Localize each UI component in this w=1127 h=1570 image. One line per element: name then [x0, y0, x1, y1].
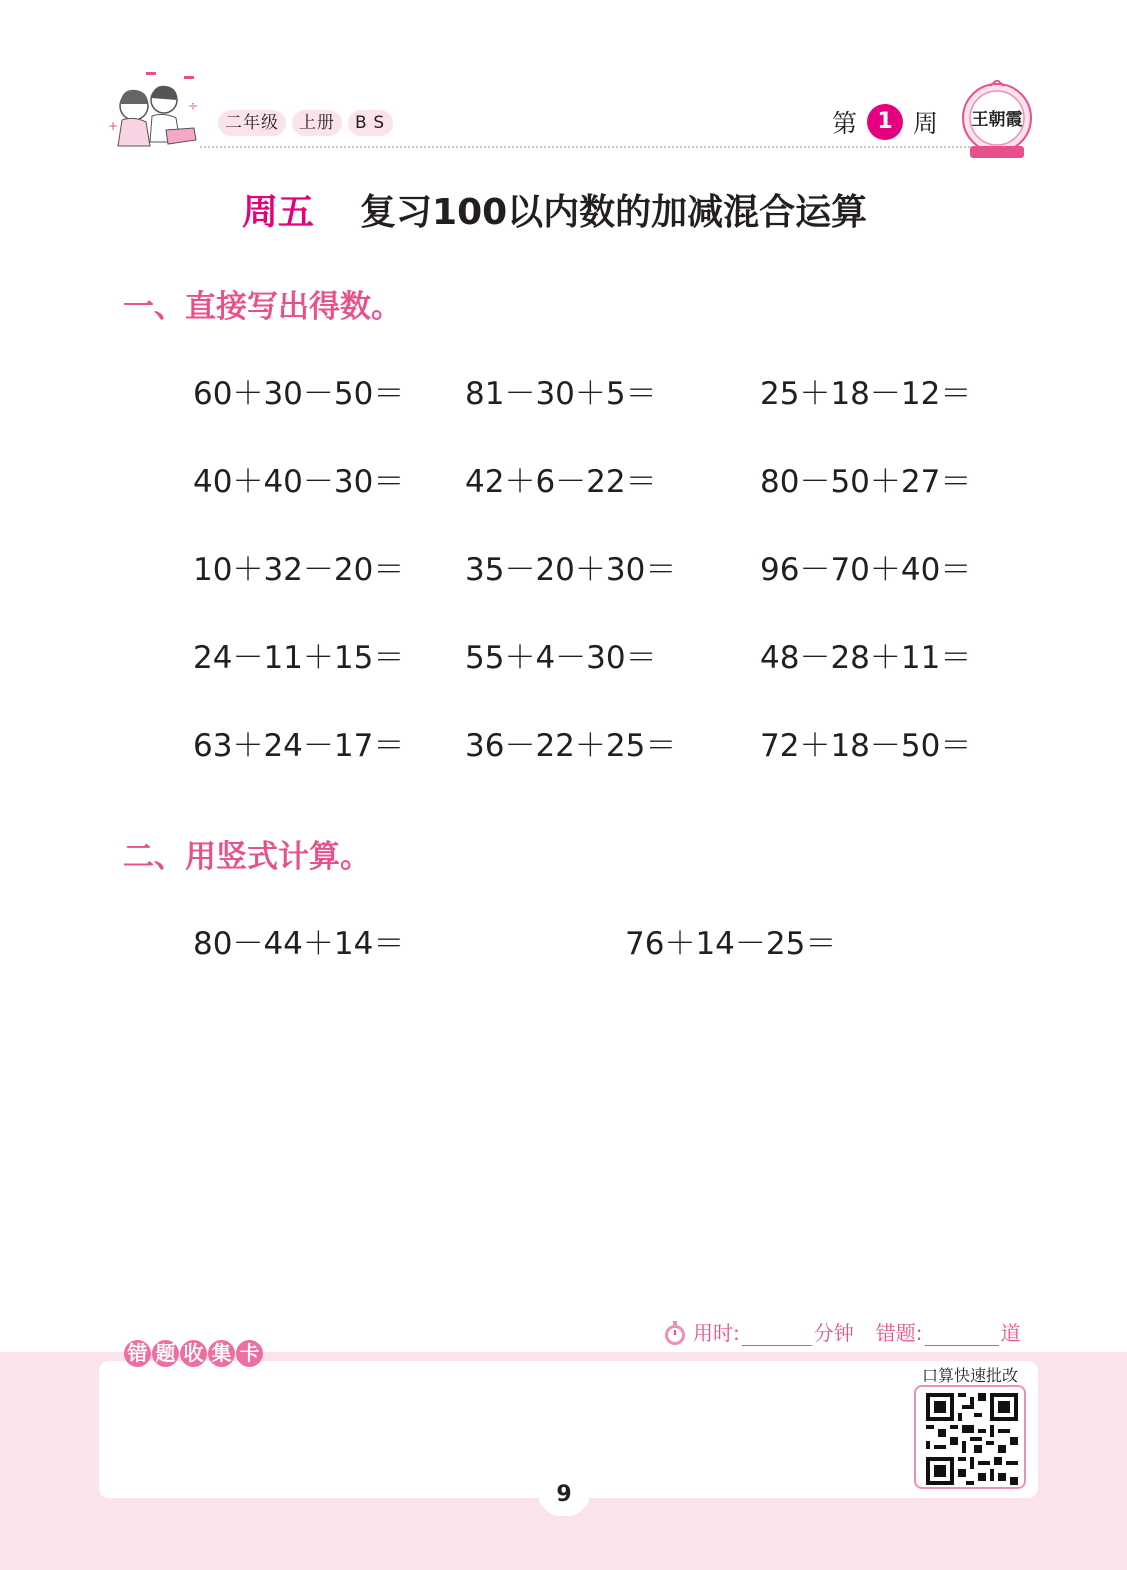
mistake-collection-tag	[124, 1340, 263, 1367]
equation: 35－20＋30＝	[465, 552, 677, 588]
errors-unit: 道	[1000, 1321, 1021, 1345]
time-unit: 分钟	[813, 1321, 854, 1345]
equation: 63＋24－17＝	[193, 728, 405, 764]
tag-char: 错	[124, 1340, 151, 1367]
stopwatch-icon	[662, 1320, 688, 1346]
section2-heading: 二、用竖式计算。	[123, 839, 371, 875]
equation: 25＋18－12＝	[760, 376, 972, 412]
qr-frame[interactable]	[914, 1385, 1026, 1489]
time-errors-row	[662, 1317, 1021, 1346]
title-day: 周五	[242, 192, 315, 233]
equation: 48－28＋11＝	[760, 640, 972, 676]
week-suffix: 周	[913, 109, 939, 138]
grade-pills	[218, 110, 393, 136]
qr-code-icon	[926, 1393, 1018, 1485]
title-text: 复习100以内数的加减混合运算	[360, 192, 868, 233]
qr-label: 口算快速批改	[921, 1366, 1018, 1385]
svg-text:+: +	[108, 119, 119, 133]
time-label: 用时:	[693, 1321, 740, 1345]
edition-pill: BS	[348, 110, 393, 136]
equation: 76＋14－25＝	[625, 926, 837, 962]
qr-panel	[912, 1363, 1028, 1491]
equation: 42＋6－22＝	[465, 464, 657, 500]
header-divider	[200, 146, 970, 148]
equation: 96－70＋40＝	[760, 552, 972, 588]
tag-char: 题	[152, 1340, 179, 1367]
errors-blank[interactable]	[925, 1325, 999, 1346]
grade-pill: 二年级	[218, 110, 286, 136]
equation: 60＋30－50＝	[193, 376, 405, 412]
brand-name: 王朝霞	[971, 110, 1023, 130]
week-prefix: 第	[832, 109, 858, 138]
equation: 80－50＋27＝	[760, 464, 972, 500]
children-illustration	[104, 70, 208, 156]
svg-text:÷: ÷	[188, 99, 199, 113]
tag-char: 集	[208, 1340, 235, 1367]
equation: 72＋18－50＝	[760, 728, 972, 764]
volume-pill: 上册	[292, 110, 342, 136]
page-number: 9	[538, 1470, 590, 1516]
week-label	[832, 104, 938, 140]
equation: 40＋40－30＝	[193, 464, 405, 500]
page-title	[242, 184, 867, 235]
tag-char: 卡	[236, 1340, 263, 1367]
errors-label: 错题:	[875, 1321, 923, 1345]
equation: 55＋4－30＝	[465, 640, 657, 676]
brand-logo	[960, 80, 1034, 162]
equation: 24－11＋15＝	[193, 640, 405, 676]
equation: 36－22＋25＝	[465, 728, 677, 764]
time-blank[interactable]	[742, 1325, 812, 1346]
section1-heading: 一、直接写出得数。	[123, 289, 402, 325]
equation: 81－30＋5＝	[465, 376, 657, 412]
equation: 80－44＋14＝	[193, 926, 405, 962]
week-number-badge: 1	[867, 104, 903, 140]
tag-char: 收	[180, 1340, 207, 1367]
equation: 10＋32－20＝	[193, 552, 405, 588]
